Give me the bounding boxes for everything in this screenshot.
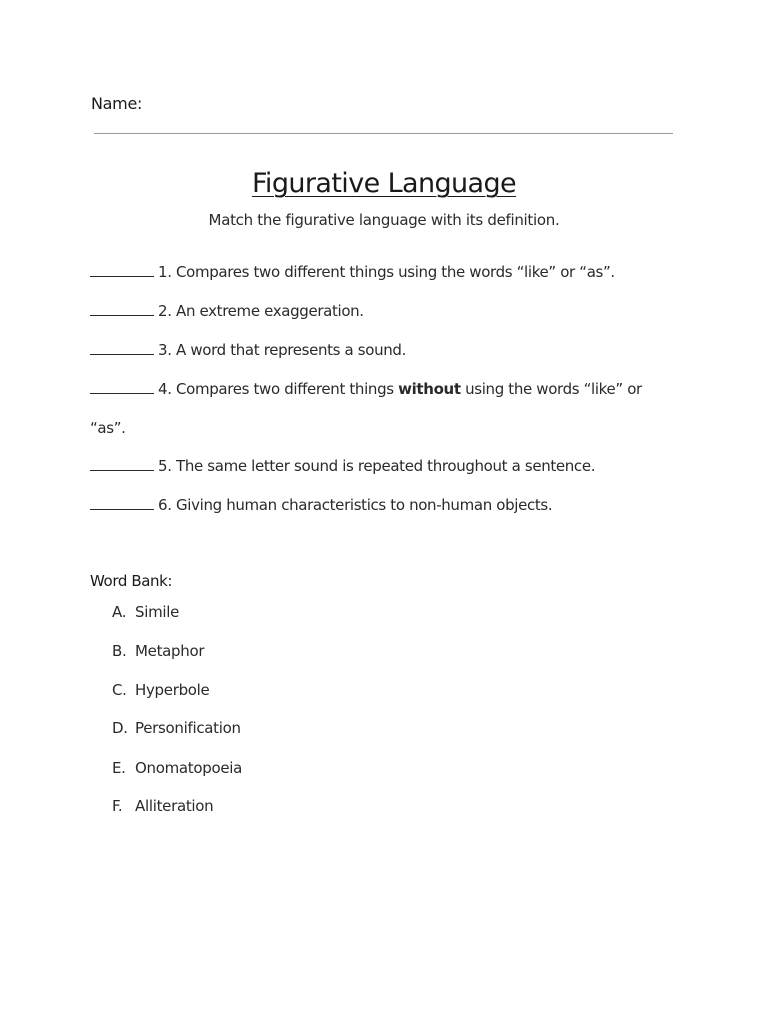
question-3 [90,341,406,359]
word-bank-term: Personification [135,719,241,737]
question-1 [90,263,615,281]
answer-blank-4 [90,381,154,394]
word-bank-letter: A. [112,603,127,621]
question-4-bold-word: without [398,380,461,398]
worksheet-instructions: Match the figurative language with its definition. [208,211,560,229]
word-bank-item-b [112,642,204,660]
answer-blank-5 [90,458,154,471]
question-5-text: 5. The same letter sound is repeated throughout a sentence. [158,457,596,475]
name-line [94,133,673,134]
question-6-text: 6. Giving human characteristics to non-human objects. [158,496,553,514]
name-label: Name: [91,94,143,113]
question-4-text-after: using the words “like” or [460,380,642,398]
word-bank-item-f [112,797,213,815]
word-bank-term: Metaphor [135,642,205,660]
word-bank-item-a [112,603,179,621]
question-6 [90,496,552,514]
word-bank-letter: D. [112,719,128,737]
answer-blank-1 [90,264,154,277]
word-bank-letter: E. [112,759,126,777]
question-3-text: 3. A word that represents a sound. [158,341,407,359]
word-bank-term: Alliteration [135,797,214,815]
answer-blank-3 [90,342,154,355]
answer-blank-2 [90,303,154,316]
question-2 [90,302,364,320]
question-4 [90,380,642,398]
word-bank-term: Hyperbole [135,681,210,699]
word-bank-item-c [112,681,209,699]
word-bank-term: Onomatopoeia [135,759,243,777]
question-4-text-before: 4. Compares two different things [158,380,399,398]
word-bank-letter: B. [112,642,127,660]
word-bank-letter: C. [112,681,127,699]
word-bank-item-e [112,759,242,777]
question-5 [90,457,595,475]
answer-blank-6 [90,497,154,510]
word-bank-item-d [112,719,241,737]
question-2-text: 2. An extreme exaggeration. [158,302,364,320]
question-1-text: 1. Compares two different things using the words “like” or “as”. [158,263,615,281]
worksheet-title: Figurative Language [251,168,517,199]
question-4-continuation: “as”. [90,419,126,437]
word-bank-letter: F. [112,797,123,815]
word-bank-title: Word Bank: [90,572,173,590]
word-bank-term: Simile [135,603,180,621]
